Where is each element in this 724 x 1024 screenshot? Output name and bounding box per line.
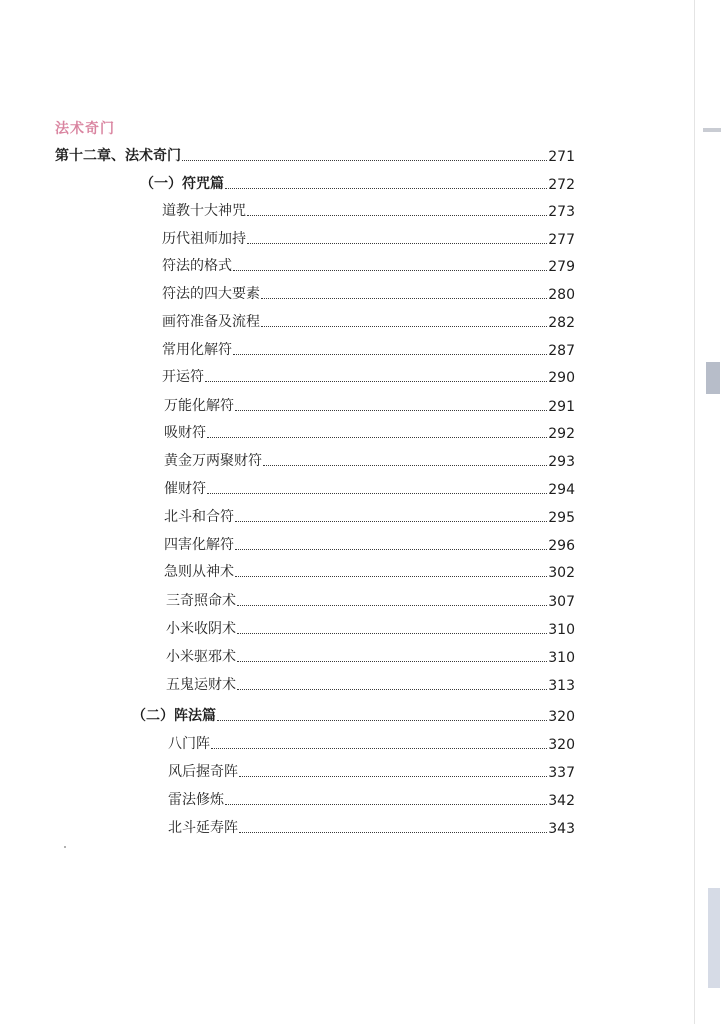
toc-entry-title: 催财符 <box>164 481 206 497</box>
dot-leader <box>225 187 547 189</box>
toc-entry-page-number: 279 <box>548 259 575 275</box>
toc-entry-title: 急则从神术 <box>164 564 234 580</box>
toc-entry <box>55 143 575 165</box>
dot-leader <box>237 604 547 606</box>
toc-entry-title: 风后握奇阵 <box>168 764 238 780</box>
toc-entry-title: 历代祖师加持 <box>162 231 246 247</box>
toc-entry <box>162 364 575 386</box>
toc-entry-title: （二）阵法篇 <box>132 708 216 724</box>
toc-entry <box>164 448 575 470</box>
scan-edge-mark <box>708 888 720 988</box>
toc-entry <box>164 420 575 442</box>
section-title: 法术奇门 <box>55 121 115 137</box>
toc-entry-title: 雷法修炼 <box>168 792 224 808</box>
toc-entry-title: 道教十大神咒 <box>162 203 246 219</box>
toc-entry-page-number: 343 <box>548 821 575 837</box>
dot-leader <box>237 632 547 634</box>
dot-leader <box>235 409 547 411</box>
dot-leader <box>207 436 547 438</box>
dot-leader <box>237 688 547 690</box>
scan-edge-mark <box>706 362 720 394</box>
dot-leader <box>247 242 547 244</box>
dot-leader <box>235 575 547 577</box>
toc-entry <box>162 198 575 220</box>
toc-entry-title: 三奇照命术 <box>166 593 236 609</box>
toc-entry <box>164 504 575 526</box>
toc-entry-page-number: 302 <box>548 565 575 581</box>
toc-entry <box>168 815 575 837</box>
toc-entry-page-number: 272 <box>548 177 575 193</box>
toc-entry-page-number: 271 <box>548 149 575 165</box>
toc-entry-title: 万能化解符 <box>164 398 234 414</box>
toc-entry <box>162 281 575 303</box>
toc-entry <box>166 616 575 638</box>
toc-entry-page-number: 337 <box>548 765 575 781</box>
toc-entry <box>132 703 575 725</box>
dot-leader <box>217 719 547 721</box>
toc-entry <box>164 532 575 554</box>
toc-entry-page-number: 310 <box>548 622 575 638</box>
toc-entry-page-number: 295 <box>548 510 575 526</box>
scan-edge-mark <box>703 128 721 132</box>
dot-leader <box>233 353 547 355</box>
toc-entry <box>166 644 575 666</box>
toc-entry <box>162 253 575 275</box>
dot-leader <box>211 747 547 749</box>
dot-leader <box>263 464 547 466</box>
toc-entry-page-number: 287 <box>548 343 575 359</box>
toc-entry <box>166 588 575 610</box>
toc-entry-title: 开运符 <box>162 369 204 385</box>
toc-entry <box>164 559 575 581</box>
toc-entry <box>168 787 575 809</box>
toc-entry-page-number: 296 <box>548 538 575 554</box>
toc-entry-page-number: 307 <box>548 594 575 610</box>
dot-leader <box>225 803 547 805</box>
toc-entry <box>162 337 575 359</box>
toc-entry-title: 画符准备及流程 <box>162 314 260 330</box>
toc-entry <box>164 476 575 498</box>
dot-leader <box>233 269 547 271</box>
toc-entry-page-number: 280 <box>548 287 575 303</box>
toc-entry-title: 四害化解符 <box>164 537 234 553</box>
dot-leader <box>235 520 547 522</box>
toc-entry <box>166 672 575 694</box>
dot-leader <box>239 775 547 777</box>
toc-entry-title: 常用化解符 <box>162 342 232 358</box>
toc-entry-page-number: 282 <box>548 315 575 331</box>
toc-entry-page-number: 294 <box>548 482 575 498</box>
toc-entry-page-number: 273 <box>548 204 575 220</box>
toc-entry-title: 黄金万两聚财符 <box>164 453 262 469</box>
toc-entry-page-number: 342 <box>548 793 575 809</box>
toc-entry <box>140 171 575 193</box>
dot-leader <box>247 214 547 216</box>
toc-entry-title: 八门阵 <box>168 736 210 752</box>
toc-entry-page-number: 277 <box>548 232 575 248</box>
dot-leader <box>261 297 547 299</box>
toc-entry-page-number: 291 <box>548 399 575 415</box>
toc-entry <box>164 393 575 415</box>
toc-entry-title: 北斗和合符 <box>164 509 234 525</box>
toc-entry-page-number: 313 <box>548 678 575 694</box>
dot-leader <box>239 831 547 833</box>
page-edge-line <box>694 0 695 1024</box>
toc-entry-title: 符法的四大要素 <box>162 286 260 302</box>
scan-speck <box>64 846 66 848</box>
toc-entry-page-number: 292 <box>548 426 575 442</box>
dot-leader <box>261 325 547 327</box>
dot-leader <box>205 380 547 382</box>
dot-leader <box>235 548 547 550</box>
toc-entry-page-number: 293 <box>548 454 575 470</box>
toc-entry-page-number: 320 <box>548 737 575 753</box>
toc-entry <box>162 226 575 248</box>
toc-entry-page-number: 320 <box>548 709 575 725</box>
dot-leader <box>207 492 547 494</box>
toc-entry-title: 小米驱邪术 <box>166 649 236 665</box>
toc-entry <box>162 309 575 331</box>
toc-entry-title: （一）符咒篇 <box>140 176 224 192</box>
toc-entry <box>168 759 575 781</box>
toc-entry-page-number: 290 <box>548 370 575 386</box>
toc-entry-page-number: 310 <box>548 650 575 666</box>
toc-entry-title: 北斗延寿阵 <box>168 820 238 836</box>
toc-entry-title: 吸财符 <box>164 425 206 441</box>
toc-entry-title: 小米收阴术 <box>166 621 236 637</box>
toc-entry <box>168 731 575 753</box>
dot-leader <box>182 159 547 161</box>
dot-leader <box>237 660 547 662</box>
toc-entry-title: 第十二章、法术奇门 <box>55 148 181 164</box>
toc-entry-title: 符法的格式 <box>162 258 232 274</box>
toc-entry-title: 五鬼运财术 <box>166 677 236 693</box>
